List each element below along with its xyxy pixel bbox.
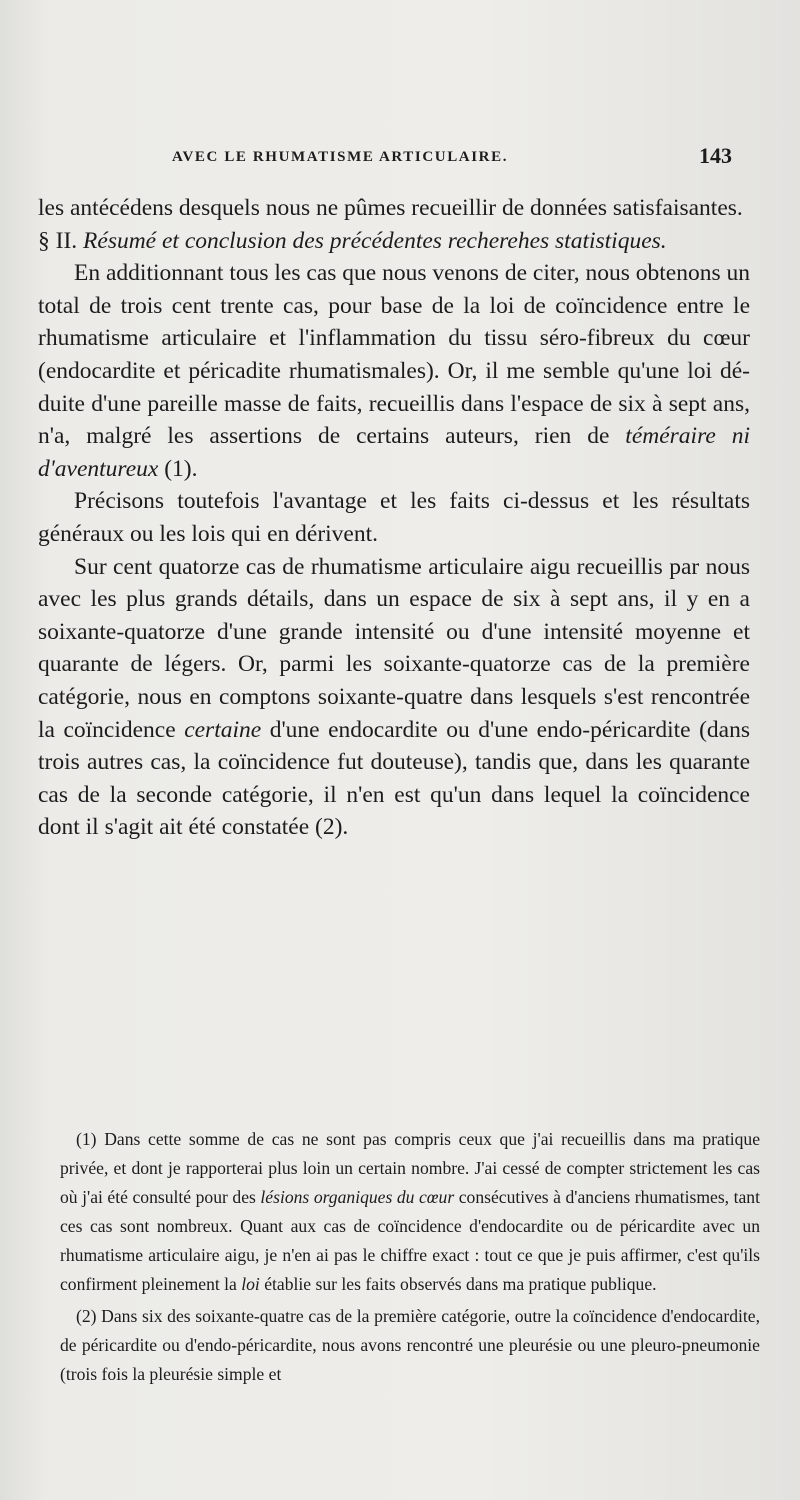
footnote-2: (2) Dans six des soixante-quatre cas de la première catégorie, outre la coïncidence d'endocardite, de péricardite ou d'endo-péricardite, nous avons rencontré une pleurésie ou une pleuro-pneumonie (trois fois la pleurésie simple et bbox=[60, 1306, 760, 1385]
section-number: § II. bbox=[38, 227, 78, 254]
paragraph-continuation: les antécédens desquels nous ne pûmes recueillir de données satisfaisantes. bbox=[38, 195, 743, 221]
footnote-text: consécutives à d'anciens rhumatismes, tant ces cas sont nombreux. Quant aux cas de coïncidence d'endocardite ou de péricardite avec un rhumatisme articulaire aigu, je n'en ai pas le chiffre exact : tout ce que je puis affirmer, c'est qu'ils confirment pleinement la bbox=[60, 1186, 760, 1294]
footnote-text: établie sur les faits observés dans ma pratique publique. bbox=[259, 1273, 657, 1294]
footnotes bbox=[60, 1125, 760, 1389]
page-header bbox=[40, 143, 732, 173]
paragraph-precisons: Précisons toutefois l'avantage et les faits ci-dessus et les résultats généraux ou les lois qui en dérivent. bbox=[38, 488, 750, 547]
footnote-text: (1) Dans cette somme de cas ne sont pas compris ceux que j'ai recueillis dans ma pratique privée, et dont je rapporterai plus loin un certain nombre. J'ai cessé de compter strictement les cas où j'ai été consulté pour des bbox=[60, 1129, 760, 1207]
page-number: 143 bbox=[699, 143, 732, 168]
paragraph-text: En additionnant tous les cas que nous venons de citer, nous obtenons un total de trois cent trente cas, pour base de la loi de coïncidence entre le rhumatisme articulaire et l'inflammation du tissu séro-fibreux du cœur (endocardite et péricadite rhumatismales). Or, il me semble qu'une loi déduite d'une pareille masse de faits, recueillis dans l'espace de six à sept ans, n'a, malgré les assertions de certains auteurs, rien de bbox=[38, 260, 750, 450]
footnote-emphasis: loi bbox=[241, 1273, 260, 1294]
paragraph-addition bbox=[38, 257, 750, 485]
paragraph-text: Sur cent quatorze cas de rhumatisme articulaire aigu recueillis par nous avec les plus grands détails, dans un espace de six à sept ans, il y en a soixante-quatorze d'une grande intensité ou d'une intensité moyenne et quarante de légers. Or, parmi les soixante-quatorze cas de la première catégorie, nous en comptons soixante-quatre dans lesquels s'est rencontrée la coïncidence bbox=[38, 553, 750, 743]
main-text bbox=[38, 192, 750, 844]
running-head: AVEC LE RHUMATISME ARTICULAIRE. bbox=[172, 149, 509, 165]
paragraph-text: (1). bbox=[158, 455, 198, 482]
emphasis-text: téméraire ni d'aventureux bbox=[38, 423, 750, 482]
paragraph-statistics bbox=[38, 551, 750, 844]
emphasis-text: certaine bbox=[184, 716, 262, 743]
section-title: Résumé et conclusion des précédentes recherehes statistiques. bbox=[83, 227, 667, 254]
footnote-emphasis: lésions organiques du cœur bbox=[260, 1186, 455, 1207]
section-heading bbox=[38, 225, 750, 258]
footnote-1 bbox=[60, 1125, 760, 1298]
paragraph-text: d'une endocardite ou d'une endo-péricardite (dans trois autres cas, la coïncidence fut douteuse), tandis que, dans les quarante cas de la seconde catégorie, il n'en est qu'un dans lequel la coïncidence dont il s'agit ait été constatée (2). bbox=[38, 716, 751, 841]
